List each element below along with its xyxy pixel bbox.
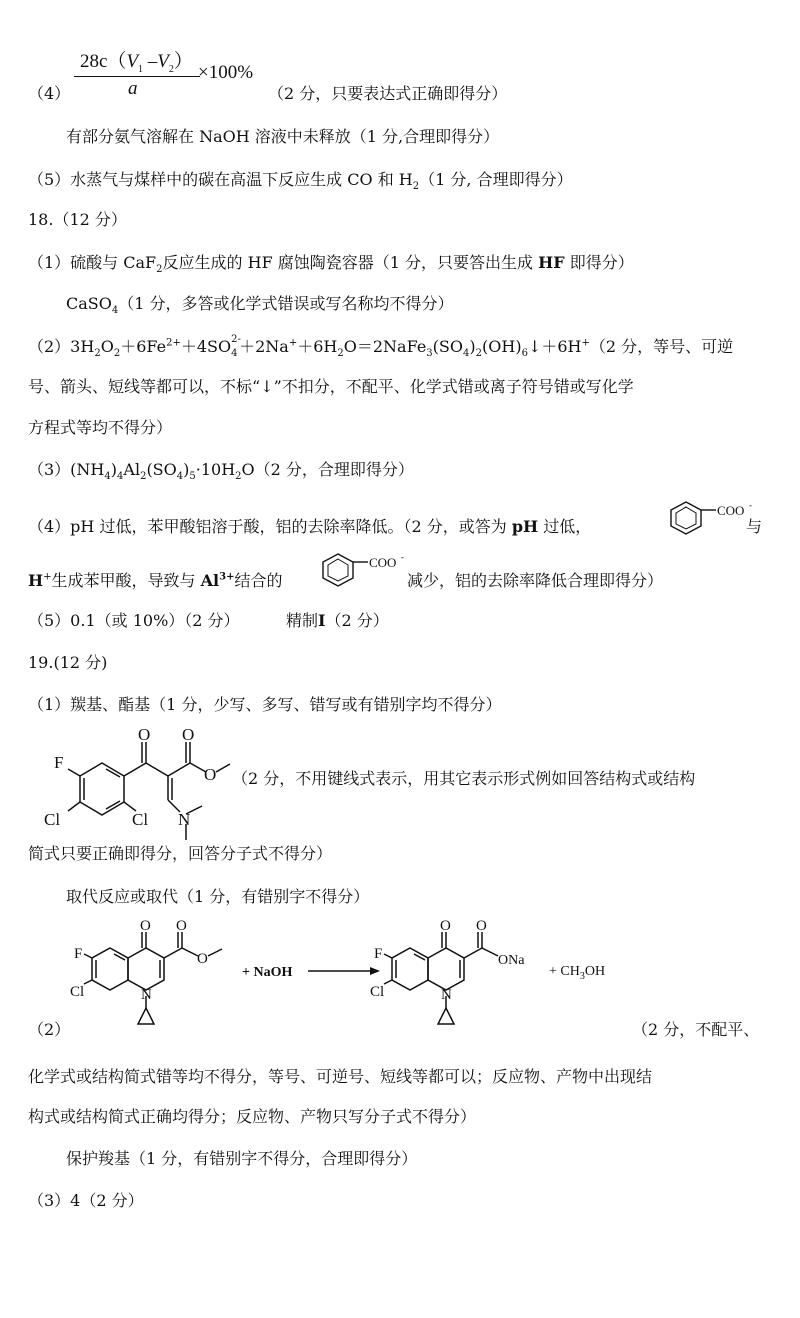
atom-o-carbonyl: O xyxy=(182,725,195,744)
q18-part5-a: （5）0.1（或 10%）（2 分） xyxy=(28,611,240,630)
fraction-denominator: a xyxy=(128,78,138,99)
q19-part2-label: （2） xyxy=(28,1020,71,1039)
benzoate-structure-1 xyxy=(648,496,763,540)
q19-part1-note-b: 简式只要正确即得分，回答分子式不得分） xyxy=(28,844,333,863)
product-atom-o-carbonyl: O xyxy=(476,918,487,934)
q18-part4-yu: 与 xyxy=(746,517,763,536)
q19-part2-note-a: （2 分，不配平、 xyxy=(632,1020,760,1039)
q18-part4-line2b: 减少，铝的去除率降低合理即得分） xyxy=(407,571,664,590)
product-atom-cl: Cl xyxy=(370,984,385,1000)
reactant-atom-o-keto: O xyxy=(140,918,151,934)
benzoate-charge: - xyxy=(749,500,752,510)
q17-part4-label: （4） xyxy=(28,84,71,103)
reagent-naoh: + NaOH xyxy=(242,965,293,980)
q18-part5-b: 精制I（2 分） xyxy=(286,611,389,630)
q18-part3: $(3)(NH_4)_4Al_2(SO_4)_5\cdot 10H_2O(2$ 分，合理即得分） xyxy=(28,460,414,483)
q19-header: 19.(12 分) xyxy=(28,653,108,672)
product-atom-n: N xyxy=(441,987,452,1003)
reactant-atom-cl: Cl xyxy=(70,984,85,1000)
q19-part2-note-c: 构式或结构简式正确均得分；反应物、产物只写分子式不得分） xyxy=(28,1107,477,1126)
atom-n: N xyxy=(178,810,191,829)
q19-part3: （3）4（2 分） xyxy=(28,1191,144,1210)
q19-part2-extra: 保护羧基（1 分，有错别字不得分，合理即得分） xyxy=(66,1149,418,1168)
benzoate-label: COO xyxy=(717,503,745,518)
q17-part4-extra: 有部分氨气溶解在 NaOH 溶液中未释放（1 分,合理即得分） xyxy=(66,127,500,146)
benzoate-structure-2 xyxy=(314,548,418,592)
product-quinolone xyxy=(384,932,498,1024)
product-ch3oh: + $CH_3OH$ xyxy=(549,964,606,982)
q19-part1-reaction-type: 取代反应或取代（1 分，有错别字不得分） xyxy=(66,887,370,906)
product-ona: ONa xyxy=(498,953,525,968)
reaction-scheme xyxy=(70,918,630,1042)
atom-f: F xyxy=(54,753,64,772)
reactant-atom-f: F xyxy=(74,946,83,962)
reactant-atom-o-ester: O xyxy=(197,951,208,967)
benzoate-charge: - xyxy=(401,552,404,562)
atom-cl-1: Cl xyxy=(44,810,61,829)
q19-part2-note-b: 化学式或结构简式错等均不得分，等号、可逆号、短线等都可以；反应物、产物中出现结 xyxy=(28,1067,653,1086)
atom-o-keto: O xyxy=(138,725,151,744)
atom-o-ester: O xyxy=(204,765,217,784)
reactant-atom-o-carbonyl: O xyxy=(176,918,187,934)
reactant-quinolone xyxy=(84,932,222,1024)
q18-part2-note-line3: 方程式等均不得分） xyxy=(28,418,173,437)
product-atom-o-keto: O xyxy=(440,918,451,934)
q18-part1: （1）硫酸与 CaF$_2$反应生成的 HF 腐蚀陶瓷容器（1 分，只要答出生成 HF 即得分） xyxy=(28,253,634,276)
q18-part1-caso4: CaSO$_4$（1 分，多答或化学式错误或写名称均不得分） xyxy=(66,294,454,317)
reaction-arrow xyxy=(308,967,380,975)
q19-part1: （1）羰基、酯基（1 分，少写、多写、错写或有错别字均不得分） xyxy=(28,695,502,714)
fraction-bar xyxy=(74,76,200,77)
q18-part4-line2a: H+生成苯甲酸，导致与 $Al^{3+}$结合的 xyxy=(28,571,283,590)
yield-fraction xyxy=(74,40,202,100)
fraction-numerator: $28c(V_1$ $-V_2$） xyxy=(80,51,193,75)
q19-part1-note-a: （2 分，不用键线式表示，用其它表示形式例如回答结构式或结构 xyxy=(232,769,696,788)
q18-part2-equation: $(2)3H_2O_2+6Fe^{2+}+4SO$ 2- 4 $+2Na^++6H_2O=2NaFe_3(SO_4)_2(OH)_6↓+6H^+(2$ 分，等号、可逆 xyxy=(28,334,734,360)
q18-part2-note-line2: 号、箭头、短线等都可以，不标“↓”不扣分，不配平、化学式错或离子符号错或写化学 xyxy=(28,377,634,396)
q18-header: 18.（12 分） xyxy=(28,210,127,229)
enaminone-structure xyxy=(40,725,240,854)
product-atom-f: F xyxy=(374,946,383,962)
q18-part4-line1: （4）pH 过低，苯甲酸铝溶于酸，铝的去除率降低。（2 分，或答为 pH 过低， xyxy=(28,517,592,536)
reactant-atom-n: N xyxy=(141,987,152,1003)
q17-part4-note: （2 分，只要表达式正确即得分） xyxy=(268,84,508,103)
fraction-times-100: ×100% xyxy=(198,62,254,83)
atom-cl-2: Cl xyxy=(132,810,149,829)
q17-part5: （5）水蒸气与煤样中的碳在高温下反应生成 CO 和 $H_2(1$ 分, 合理即得分） xyxy=(28,170,573,193)
benzoate-label: COO xyxy=(369,555,397,570)
